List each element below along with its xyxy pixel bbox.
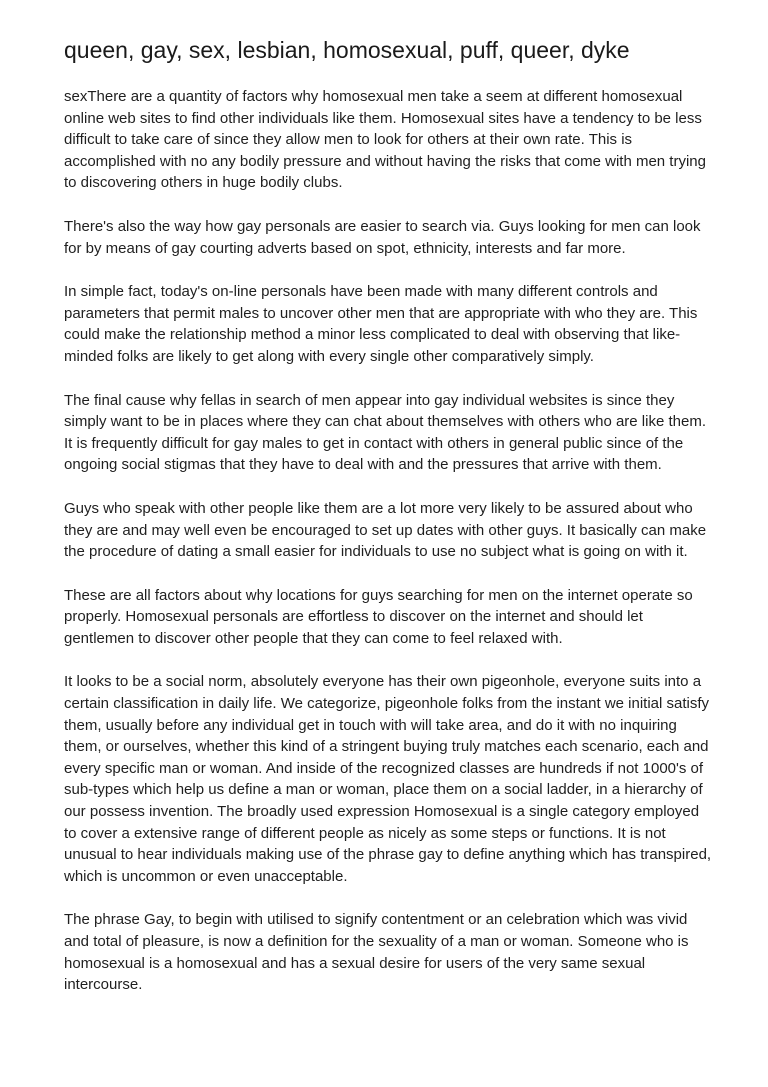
paragraph-8: The phrase Gay, to begin with utilised to signify contentment or an celebration which was vivid and total of pleasure, is now a definition for the sexuality of a man or woman. Someone who is homosexual is a homosexual and has a sexual desire for users of the very same sexual intercourse. bbox=[64, 911, 689, 994]
paragraph-7: It looks to be a social norm, absolutely everyone has their own pigeonhole, everyone suits into a certain classification in daily life. We categorize, pigeonhole folks from the instant we initial satisfy them, usually before any individual get in touch with will take area, and do it with no inquiring them, or ourselves, whether this kind of a stringent buying truly matches each scenario, each and every specific man or woman. And inside of the recognized classes are hundreds if not 1000's of sub-types which help us define a man or woman, place them on a social ladder, in a hierarchy of our possess invention. The broadly used expression Homosexual is a single category employed to cover a extensive range of different people as nicely as some steps or functions. It is not unusual to hear individuals making use of the phrase gay to define anything which has transpired, which is uncommon or even unacceptable. bbox=[64, 673, 712, 885]
paragraph-3: In simple fact, today's on-line personals have been made with many different controls and parameters that permit males to uncover other men that are appropriate with who they are. This could make the relationship method a minor less complicated to deal with observing that like-minded folks are likely to get along with every single other comparatively simply. bbox=[64, 283, 698, 365]
paragraph-2: There's also the way how gay personals are easier to search via. Guys looking for men can look for by means of gay courting adverts based on spot, ethnicity, interests and far more. bbox=[64, 217, 701, 257]
paragraph-5: Guys who speak with other people like them are a lot more very likely to be assured about who they are and may well even be encouraged to set up dates with other guys. It basically can make the procedure of dating a small easier for individuals to use no subject what is going on with it. bbox=[64, 499, 707, 561]
paragraph-6: These are all factors about why locations for guys searching for men on the internet operate so properly. Homosexual personals are effortless to discover on the internet and should let gentlemen to discover other people that they can come to feel relaxed with. bbox=[64, 586, 693, 647]
document-title: queen, gay, sex, lesbian, homosexual, puff, queer, dyke bbox=[64, 37, 630, 63]
paragraph-1: sexThere are a quantity of factors why homosexual men take a seem at different homosexual online web sites to find other individuals like them. Homosexual sites have a tendency to be less difficult to take care of since they allow men to look for others at their own rate. This is accomplished with no any bodily pressure and without having the risks that come with men trying to discovering others in huge bodily clubs. bbox=[64, 88, 706, 192]
document-page bbox=[64, 36, 714, 1018]
paragraph-4: The final cause why fellas in search of men appear into gay individual websites is since they simply want to be in places where they can chat about themselves with others who are like them. It is frequently difficult for gay males to get in contact with others in general public since of the ongoing social stigmas that they have to deal with and the pressures that arrive with them. bbox=[64, 391, 706, 474]
